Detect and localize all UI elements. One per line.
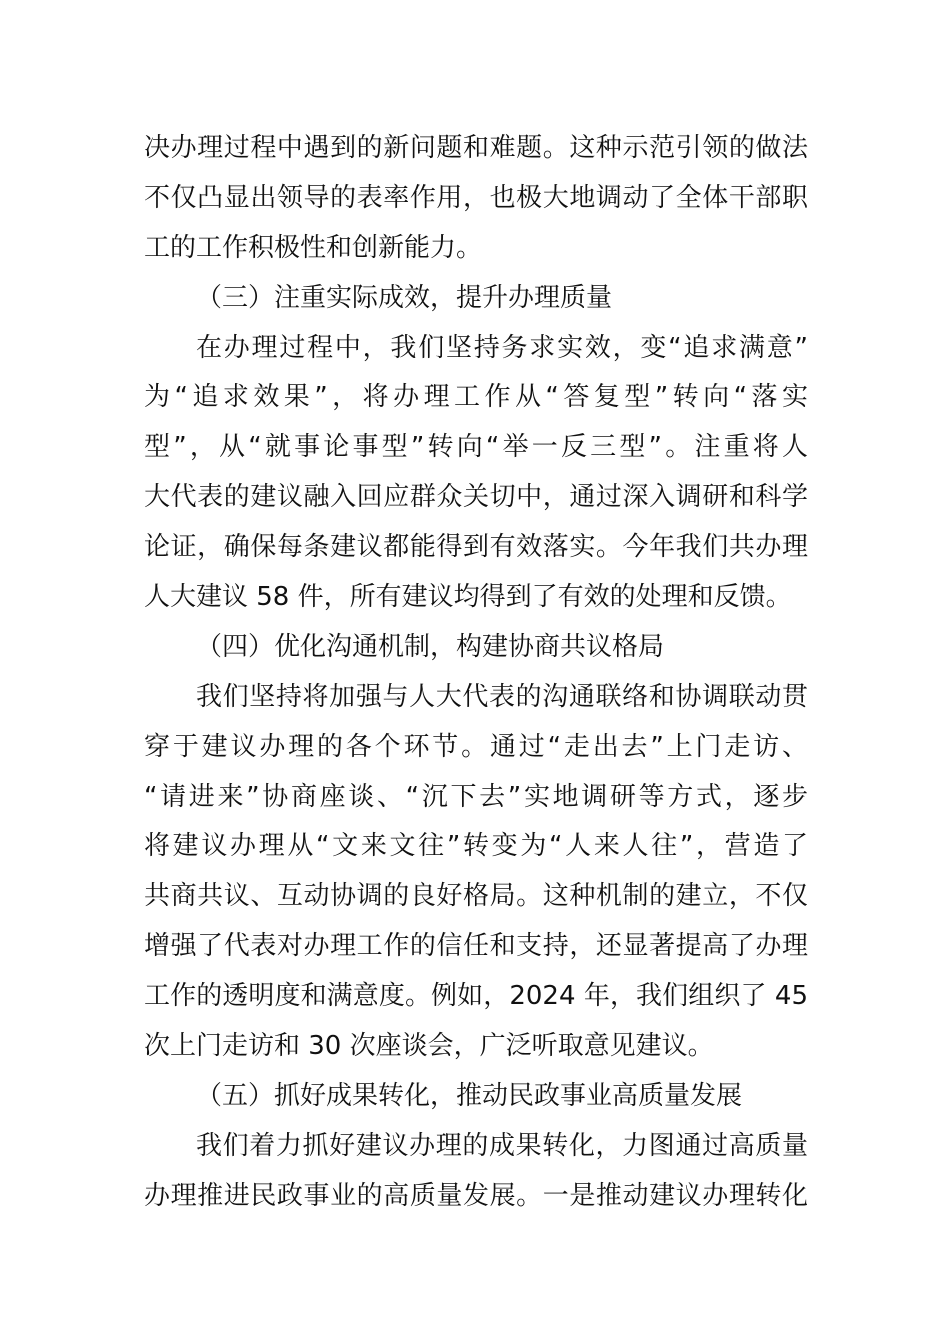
- text-line: 次上门走访和 30 次座谈会，广泛听取意见建议。: [144, 1031, 714, 1062]
- text-line: 为“追求效果”，将办理工作从“答复型”转向“落实: [144, 382, 808, 413]
- text-line: 论证，确保每条建议都能得到有效落实。今年我们共办理: [144, 532, 808, 563]
- text-line: 工的工作积极性和创新能力。: [144, 232, 483, 263]
- paragraph-first-line: 我们坚持将加强与人大代表的沟通联络和协调联动贯: [196, 681, 808, 712]
- text-line: 大代表的建议融入回应群众关切中，通过深入调研和科学: [144, 482, 808, 513]
- text-line: “请进来”协商座谈、“沉下去”实地调研等方式，逐步: [144, 781, 808, 812]
- paragraph-first-line: 我们着力抓好建议办理的成果转化，力图通过高质量: [196, 1130, 808, 1161]
- text-line: 办理推进民政事业的高质量发展。一是推动建议办理转化: [144, 1180, 808, 1211]
- section-heading: （四）优化沟通机制，构建协商共议格局: [196, 631, 665, 662]
- section-heading: （五）抓好成果转化，推动民政事业高质量发展: [196, 1080, 743, 1111]
- section-heading: （三）注重实际成效，提升办理质量: [196, 282, 613, 313]
- text-line: 共商共议、互动协调的良好格局。这种机制的建立，不仅: [144, 881, 808, 912]
- text-line: 型”，从“就事论事型”转向“举一反三型”。注重将人: [144, 432, 808, 463]
- text-line: 将建议办理从“文来文往”转变为“人来人往”，营造了: [144, 831, 808, 862]
- paragraph-first-line: 在办理过程中，我们坚持务求实效，变“追求满意”: [196, 332, 808, 363]
- text-line: 不仅凸显出领导的表率作用，也极大地调动了全体干部职: [144, 182, 808, 213]
- text-line: 决办理过程中遇到的新问题和难题。这种示范引领的做法: [144, 133, 808, 163]
- text-line: 工作的透明度和满意度。例如，2024 年，我们组织了 45: [144, 981, 808, 1012]
- text-line: 人大建议 58 件，所有建议均得到了有效的处理和反馈。: [144, 582, 792, 613]
- text-line: 穿于建议办理的各个环节。通过“走出去”上门走访、: [144, 731, 808, 762]
- document-body: [144, 124, 808, 1222]
- text-line: 增强了代表对办理工作的信任和支持，还显著提高了办理: [144, 931, 808, 962]
